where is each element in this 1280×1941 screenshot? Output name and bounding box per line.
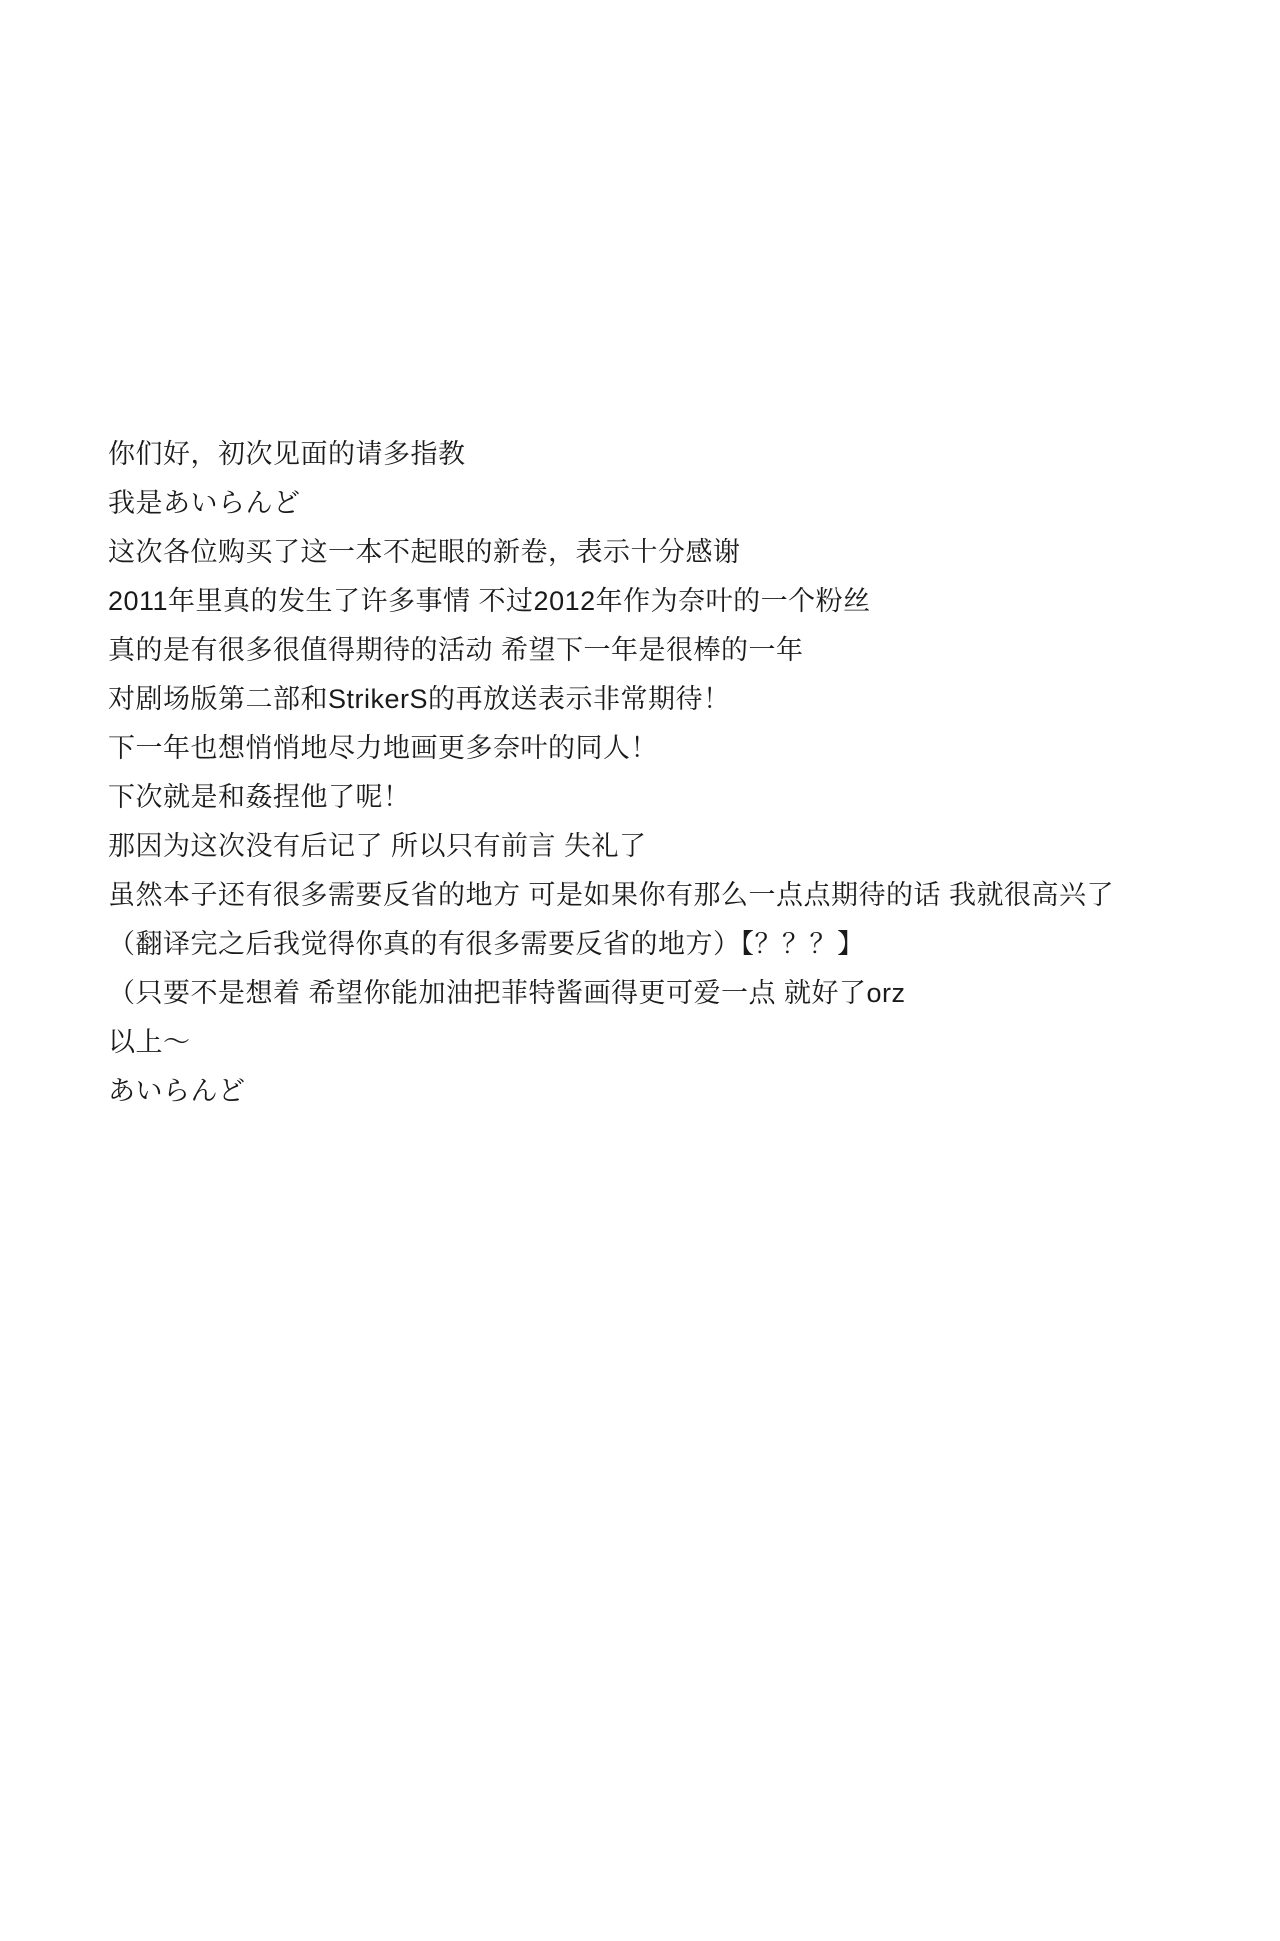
afterword-line: 对剧场版第二部和StrikerS的再放送表示非常期待！ [108,684,731,714]
afterword-line: 这次各位购买了这一本不起眼的新卷，表示十分感谢 [108,537,741,567]
afterword-line: （翻译完之后我觉得你真的有很多需要反省的地方）【？？？】 [108,929,865,959]
afterword-line: 虽然本子还有很多需要反省的地方 可是如果你有那么一点点期待的话 我就很高兴了 [108,880,1115,910]
afterword-line: 下次就是和姦捏他了呢！ [108,782,411,812]
afterword-line: 你们好，初次见面的请多指教 [108,439,466,469]
afterword-line: （只要不是想着 希望你能加油把菲特酱画得更可爱一点 就好了orz [108,978,906,1008]
afterword-line: 下一年也想悄悄地尽力地画更多奈叶的同人！ [108,733,658,763]
afterword-line: 我是あいらんど [108,488,301,518]
afterword-text-block [108,430,1228,1116]
afterword-line: 2011年里真的发生了许多事情 不过2012年作为奈叶的一个粉丝 [108,586,871,616]
afterword-signature: あいらんど [108,1076,246,1106]
afterword-line: 以上～ [108,1027,191,1057]
afterword-line: 那因为这次没有后记了 所以只有前言 失礼了 [108,831,647,861]
afterword-line: 真的是有很多很值得期待的活动 希望下一年是很棒的一年 [108,635,804,665]
